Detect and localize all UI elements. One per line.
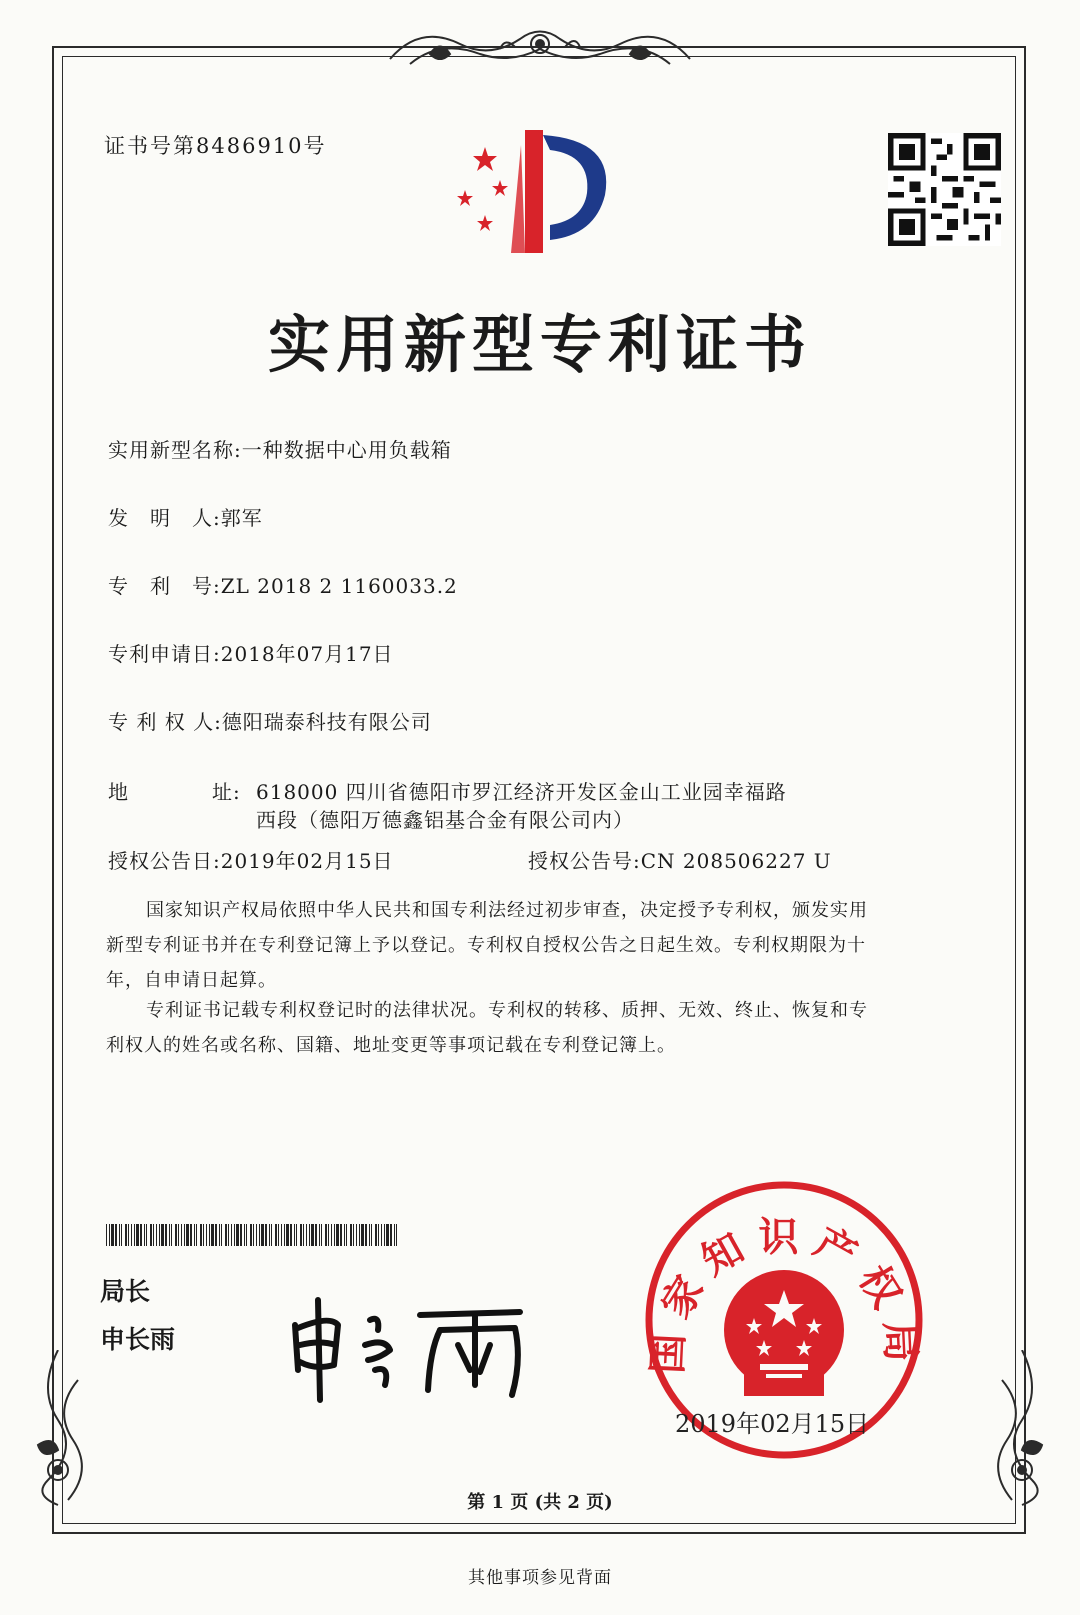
barcode-bar [131,1224,132,1246]
barcode-bar [184,1224,185,1246]
barcode-bar [106,1224,107,1246]
application-date-label: 专利申请日: [108,642,221,666]
inventor-value: 郭军 [220,506,263,530]
barcode-bar [303,1224,304,1246]
director-title: 局长 [100,1277,151,1306]
barcode-bar [196,1224,197,1246]
inventor-label: 发 明 人: [108,506,221,530]
barcode-bar [244,1224,245,1246]
barcode-bar [119,1224,120,1246]
footer-note: 其他事项参见背面 [468,1568,612,1588]
paragraph-line: 新型专利证书并在专利登记簿上予以登记。专利权自授权公告之日起生效。专利权期限为十 [106,935,866,956]
barcode-bar [261,1224,264,1246]
barcode-bar [321,1224,322,1246]
grant-number-row [528,845,832,874]
application-date-row [108,638,394,667]
certificate-number: 证书号第8486910号 [104,134,327,158]
barcode-bar [278,1224,279,1246]
inventor-row [108,502,263,531]
barcode-bar [234,1224,235,1246]
barcode-bar [284,1224,285,1246]
barcode-bar [371,1224,372,1246]
barcode-bar [336,1224,339,1246]
barcode-bar [350,1224,352,1246]
grant-number-label: 授权公告号: [528,849,641,873]
barcode-bar [294,1224,295,1246]
barcode-bar [300,1224,302,1246]
barcode-bar [215,1224,217,1246]
barcode-bar [115,1224,117,1246]
barcode-bar [150,1224,152,1246]
barcode-bar [125,1224,127,1246]
body-paragraph-2 [106,993,978,1063]
barcode-bar [394,1224,395,1246]
barcode-bar [219,1224,220,1246]
utility-model-name-label: 实用新型名称: [108,438,242,462]
barcode-bar [156,1224,157,1246]
director-name: 申长雨 [100,1325,176,1354]
page-number: 第 1 页 (共 2 页) [467,1492,613,1513]
barcode-bar [240,1224,242,1246]
barcode-bar [169,1224,170,1246]
barcode-bar [111,1224,114,1246]
barcode-bar [231,1224,232,1246]
barcode-bar [225,1224,227,1246]
barcode-bar [146,1224,147,1246]
barcode-bar [121,1224,122,1246]
barcode-bar [209,1224,210,1246]
barcode-bar [334,1224,335,1246]
seal-text: 国家知识产权局 [644,1214,925,1375]
barcode-bar [186,1224,189,1246]
barcode-bar [181,1224,182,1246]
patentee-label: 专 利 权 人: [108,710,222,734]
barcode-bar [161,1224,164,1246]
barcode-bar [221,1224,222,1246]
barcode-bar [381,1224,382,1246]
barcode-bar [236,1224,239,1246]
page-title: 实用新型专利证书 [267,308,812,381]
body-paragraph-1 [106,893,978,998]
barcode-bar [286,1224,289,1246]
barcode-bar [256,1224,257,1246]
paragraph-line: 国家知识产权局依照中华人民共和国专利法经过初步审查，决定授予专利权，颁发实用 [146,900,868,921]
address-label-right: 址: [212,780,241,804]
top-ornament-icon [380,14,700,84]
barcode-bar [171,1224,172,1246]
barcode-bar [265,1224,267,1246]
barcode-bar [356,1224,357,1246]
seal-date: 2019年02月15日 [675,1410,870,1438]
barcode-bar [144,1224,145,1246]
grant-number-value: CN 208506227 U [640,849,832,873]
barcode-bar [365,1224,367,1246]
address-line-2: 西段（德阳万德鑫铝基合金有限公司内） [256,808,634,832]
barcode-bar [353,1224,354,1246]
barcode-bar [271,1224,272,1246]
barcode-bar [390,1224,392,1246]
barcode-bar [165,1224,167,1246]
barcode-bar [396,1224,397,1246]
barcode-bar [159,1224,160,1246]
barcode-bar [109,1224,110,1246]
barcode-bar [296,1224,297,1246]
barcode-bar [386,1224,389,1246]
barcode-bar [269,1224,270,1246]
paragraph-line: 利权人的姓名或名称、国籍、地址变更等事项记载在专利登记簿上。 [106,1035,676,1056]
barcode-bar [306,1224,307,1246]
utility-model-name-row [108,434,452,463]
barcode-bar [153,1224,154,1246]
barcode-bar [250,1224,252,1246]
patentee-row [108,706,432,735]
barcode-bar [290,1224,292,1246]
barcode-bar [128,1224,129,1246]
patent-number-value: ZL 2018 2 1160033.2 [220,574,458,598]
patent-number-row [108,570,458,599]
application-date-value: 2018年07月17日 [220,642,394,666]
barcode-bar [340,1224,342,1246]
barcode-bar [346,1224,347,1246]
utility-model-name-value: 一种数据中心用负载箱 [241,438,452,462]
barcode-bar [175,1224,177,1246]
barcode-bar [190,1224,192,1246]
barcode-bar [275,1224,277,1246]
cnipa-emblem-icon [455,125,625,265]
barcode-bar [344,1224,345,1246]
barcode-bar [311,1224,314,1246]
barcode-bar [259,1224,260,1246]
barcode-bar [228,1224,229,1246]
barcode-icon [106,1224,401,1246]
patent-number-label: 专 利 号: [108,574,221,598]
barcode-bar [140,1224,142,1246]
grant-date-label: 授权公告日: [108,849,221,873]
barcode-bar [206,1224,207,1246]
paragraph-line: 专利证书记载专利权登记时的法律状况。专利权的转移、质押、无效、终止、恢复和专 [146,1000,868,1021]
barcode-bar [319,1224,320,1246]
director-signature [290,1290,550,1410]
paragraph-line: 年，自申请日起算。 [106,970,277,991]
barcode-bar [253,1224,254,1246]
barcode-bar [359,1224,360,1246]
barcode-bar [384,1224,385,1246]
barcode-bar [200,1224,202,1246]
patentee-value: 德阳瑞泰科技有限公司 [221,710,432,734]
barcode-bar [375,1224,377,1246]
barcode-bar [309,1224,310,1246]
bottom-left-ornament-icon [18,1350,118,1510]
address-line-1: 618000 四川省德阳市罗江经济开发区金山工业园幸福路 [256,780,787,804]
grant-date-row [108,845,394,874]
grant-date-value: 2019年02月15日 [220,849,394,873]
barcode-bar [281,1224,282,1246]
barcode-bar [211,1224,214,1246]
barcode-bar [194,1224,195,1246]
bottom-right-ornament-icon [962,1350,1062,1510]
barcode-bar [178,1224,179,1246]
barcode-bar [246,1224,247,1246]
barcode-bar [369,1224,370,1246]
barcode-bar [203,1224,204,1246]
qr-code-icon [888,133,1001,246]
barcode-bar [361,1224,364,1246]
barcode-bar [378,1224,379,1246]
barcode-bar [136,1224,139,1246]
barcode-bar [331,1224,332,1246]
barcode-bar [134,1224,135,1246]
barcode-bar [315,1224,317,1246]
barcode-bar [325,1224,327,1246]
barcode-bar [328,1224,329,1246]
address-label-left: 地 [108,780,129,804]
